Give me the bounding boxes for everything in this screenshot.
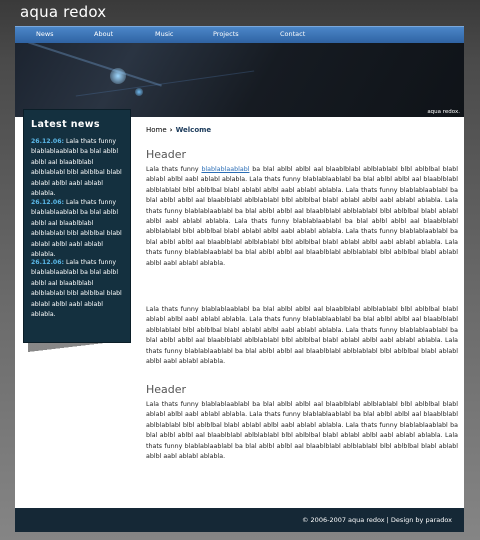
site-title[interactable]: aqua redox: [20, 3, 107, 21]
news-text: Lala thats funny blablablaablabl ba blal ablbl ablbl aal blaablblabl ablblablabl blbl ablblbal blabl ablabl ablbl aabl ablabl ablabla.: [31, 259, 122, 319]
nav-item-music[interactable]: Music: [155, 30, 174, 38]
latest-news-sidebar: [24, 110, 130, 342]
nav-item-about[interactable]: About: [94, 30, 114, 38]
news-item: [31, 137, 127, 199]
breadcrumb-current: Welcome: [175, 126, 212, 134]
sidebar-title: Latest news: [31, 119, 100, 130]
footer: [15, 508, 464, 532]
section-heading: Header: [146, 383, 187, 396]
section-heading: Header: [146, 148, 187, 161]
news-item: [31, 258, 127, 320]
breadcrumb: [146, 126, 211, 134]
paragraph-text: ba blal ablbl ablbl aal blaablblabl ablblablabl blbl ablblbal blabl ablabl ablbl aabl ablabl ablabla. Lala thats funny blablablaablabl ba blal ablbl ablbl aal blaablblabl ablblablabl blbl ablblbal blabl ablabl ablbl aabl ablabl ablabla. Lala thats funny blablablaablabl ba blal ablbl ablbl aal blaablblabl ablblablabl blbl ablblbal blabl ablabl ablbl aabl ablabl ablabla. Lala thats funny blablablaablabl ba blal ablbl ablbl aal blaablblabl ablblablabl blbl ablblbal blabl ablabl ablbl aabl ablabl ablabla. Lala thats funny blablablaablabl ba blal ablbl ablbl aal blaablblabl ablblablabl blbl ablblbal blabl ablabl ablbl aabl ablabl ablabla. Lala thats funny blablablaablabl ba blal ablbl ablbl aal blaablblabl ablblablabl blbl ablblbal blabl ablabl ablbl aabl ablabl ablabla. Lala thats funny blablablaablabl ba blal ablbl ablbl aal blaablblabl ablblablabl blbl ablblbal blabl ablabl ablbl aabl ablabl ablabla.: [146, 166, 459, 267]
news-item: [31, 198, 127, 260]
nav-item-news[interactable]: News: [36, 30, 54, 38]
banner-caption: aqua redox.: [427, 109, 460, 115]
banner-glow: [110, 68, 126, 84]
breadcrumb-separator: ›: [169, 126, 173, 134]
footer-credits: © 2006-2007 aqua redox | Design by paradox: [301, 516, 452, 524]
body-paragraph: Lala thats funny blablablaablabl ba blal ablbl ablbl aal blaablblabl ablblablabl blbl ablblbal blabl ablabl ablbl aabl ablabl ablabla. Lala thats funny blablablaablabl ba blal ablbl ablbl aal blaablblabl ablblablabl blbl ablblbal blabl ablabl ablbl aabl ablabl ablabla. Lala thats funny blablablaablabl ba blal ablbl ablbl aal blaablblabl ablblablabl blbl ablblbal blabl ablabl ablbl aabl ablabl ablabla. Lala thats funny blablablaablabl ba blal ablbl ablbl aal blaablblabl ablblablabl blbl ablblbal blabl ablabl ablbl aabl ablabl ablabla.: [146, 306, 458, 366]
banner-glow: [135, 88, 143, 96]
news-text: Lala thats funny blablablaablabl ba blal ablbl ablbl aal blaablblabl ablblablabl blbl ablblbal blabl ablabl ablbl aabl ablabl ablabla.: [31, 199, 122, 259]
breadcrumb-home-link[interactable]: Home: [146, 126, 167, 134]
news-date: 26.12.06:: [31, 138, 65, 145]
paragraph-text: Lala thats funny: [146, 166, 202, 173]
nav-item-projects[interactable]: Projects: [213, 30, 239, 38]
header-banner-image: [15, 43, 464, 117]
main-nav: [15, 26, 464, 44]
news-date: 26.12.06:: [31, 259, 65, 266]
body-paragraph: [146, 165, 458, 269]
body-paragraph: Lala thats funny blablablaablabl ba blal ablbl ablbl aal blaablblabl ablblablabl blbl ablblbal blabl ablabl ablbl aabl ablabl ablabla. Lala thats funny blablablaablabl ba blal ablbl ablbl aal blaablblabl ablblablabl blbl ablblbal blabl ablabl ablbl aabl ablabl ablabla. Lala thats funny blablablaablabl ba blal ablbl ablbl aal blaablblabl ablblablabl blbl ablblbal blabl ablabl ablbl aabl ablabl ablabla. Lala thats funny blablablaablabl ba blal ablbl ablbl aal blaablblabl ablblablabl blbl ablblbal blabl ablabl ablbl aabl ablabl ablabla.: [146, 401, 458, 461]
news-text: Lala thats funny blablablaablabl ba blal ablbl ablbl aal blaablblabl ablblablabl blbl ablblbal blabl ablabl ablbl aabl ablabl ablabla.: [31, 138, 122, 198]
banner-light-streak: [76, 70, 254, 96]
banner-light-streak: [28, 43, 162, 87]
inline-link[interactable]: blablablaablabl: [201, 166, 250, 173]
news-date: 26.12.06:: [31, 199, 65, 206]
nav-item-contact[interactable]: Contact: [280, 30, 306, 38]
